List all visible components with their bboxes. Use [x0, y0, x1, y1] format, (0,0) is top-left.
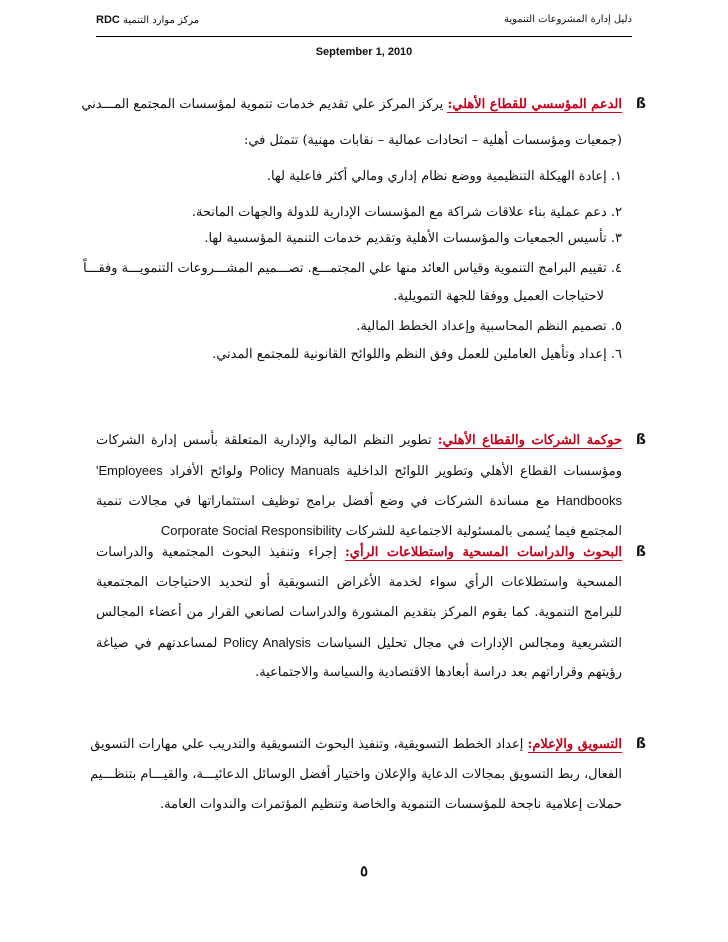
- section-4-first-line: [90, 736, 622, 754]
- section-2-line-1: تطوير النظم المالية والإدارية المتعلقة بأسس إدارة الشركات: [96, 433, 432, 448]
- section-2-policy-manuals: Policy Manuals: [249, 463, 340, 478]
- document-date: September 1, 2010: [315, 46, 413, 58]
- section-3-line-5: رؤيتهم وقراراتهم بعد دراسة أبعادها الاقتصادية والسياسة والاجتماعية.: [255, 665, 622, 680]
- section-2-line-3-text: مع مساندة الشركات في وضع أفضل برامج توظيف استثماراتها في مجالات تنمية: [96, 494, 550, 509]
- section-1-first-line: [81, 96, 622, 114]
- section-4-line-1: إعداد الخطط التسويقية، وتنفيذ البحوث التسويقية والتدريب علي مهارات التسويق: [90, 737, 524, 752]
- section-2-line-2-text: ومؤسسات القطاع الأهلي وتطوير اللوائح الداخلية: [346, 464, 622, 479]
- section-marketing-media: [90, 736, 622, 826]
- header-divider: [96, 36, 632, 37]
- section-3-policy-analysis: Policy Analysis: [223, 635, 312, 650]
- section-1-item-1: ١. إعادة الهيكلة التنظيمية ووضع نظام إداري ومالي أكثر فاعلية لها.: [266, 169, 622, 184]
- page-number: ٥: [359, 862, 369, 880]
- section-2-line-4: [161, 522, 622, 541]
- section-corporate-governance: [96, 432, 622, 539]
- section-3-line-3: للبرامج التنموية. كما يقوم المركز بتقديم المشورة والدراسات لصانعي القرار من أعضاء المجالس: [96, 605, 622, 620]
- section-3-line-4: [96, 634, 622, 653]
- section-1-line-2: (جمعيات ومؤسسات أهلية – اتحادات عمالية – نقابات مهنية) تتمثل في:: [243, 133, 622, 148]
- section-1-item-4-cont: لاحتياجات العميل ووفقا للجهة التمويلية.: [393, 289, 604, 304]
- section-4-line-2: الفعال، ربط التسويق بمجالات الدعاية والإعلان واختيار أفضل الوسائل الدعائيـــة، والقيـــام بتنظـــيم: [90, 767, 622, 782]
- section-2-line-2: [96, 462, 622, 481]
- section-2-csr: Corporate Social Responsibility: [160, 523, 342, 538]
- section-3-line-4-text-b: لمساعدتهم في صياغة: [96, 636, 218, 651]
- header-org-code: RDC: [96, 14, 120, 26]
- section-3-first-line: [96, 544, 622, 562]
- section-2-line-4-text: المجتمع فيما يُسمى بالمسئولية الاجتماعية للشركات: [345, 524, 622, 539]
- section-2-employees: Employees': [96, 463, 163, 478]
- section-institutional-support: [81, 96, 622, 376]
- section-1-item-5: ٥. تصميم النظم المحاسبية وإعداد الخطط المالية.: [356, 319, 622, 334]
- section-1-line-1: يركز المركز علي تقديم خدمات تنموية لمؤسسات المجتمع المـــدني: [81, 97, 444, 112]
- section-4-title: التسويق والإعلام:: [527, 737, 622, 752]
- section-1-bullet: ß: [635, 96, 646, 112]
- section-1-item-4: ٤. تقييم البرامج التنموية وقياس العائد منها علي المجتمـــع. تصـــميم المشـــروعات التنمويـــة وفقـــاً: [83, 261, 622, 276]
- section-3-line-4-text: التشريعية ومجالس الإدارات في مجال تحليل السياسات: [316, 636, 622, 651]
- section-3-title: البحوث والدراسات المسحية واستطلاعات الرأي:: [345, 545, 623, 560]
- section-2-line-2-text-b: ولوائح الأفراد: [169, 464, 243, 479]
- section-1-title: الدعم المؤسسي للقطاع الأهلي:: [447, 97, 622, 112]
- section-3-line-1: إجراء وتنفيذ البحوث المجتمعية والدراسات: [96, 545, 337, 560]
- header-org-name: مركز موارد التنمية: [123, 15, 200, 26]
- page-header: [96, 14, 632, 32]
- section-1-item-6: ٦. إعداد وتأهيل العاملين للعمل وفق النظم واللوائح القانونية للمجتمع المدني.: [212, 347, 622, 362]
- header-organization: [96, 14, 199, 26]
- section-4-line-3: حملات إعلامية ناجحة للمؤسسات التنموية والخاصة وتنظيم المؤتمرات والندوات العامة.: [160, 797, 622, 812]
- section-2-title: حوكمة الشركات والقطاع الأهلي:: [437, 433, 622, 448]
- section-1-item-2: ٢. دعم عملية بناء علاقات شراكة مع المؤسسات الإدارية للدولة والجهات المانحة.: [191, 205, 622, 220]
- header-title: دليل إدارة المشروعات التنموية: [504, 14, 632, 25]
- section-2-first-line: [96, 432, 622, 450]
- section-research-surveys: [96, 544, 622, 694]
- section-3-bullet: ß: [635, 544, 646, 560]
- section-4-bullet: ß: [635, 736, 646, 752]
- section-1-item-3: ٣. تأسيس الجمعيات والمؤسسات الأهلية وتقديم خدمات التنمية المؤسسية لها.: [204, 231, 622, 246]
- section-3-line-2: المسحية واستطلاعات الرأي سواء لخدمة الأغراض التسويقية أو لتحديد الاحتياجات المجتمعية: [96, 575, 622, 590]
- section-2-handbooks: Handbooks: [556, 493, 622, 508]
- section-2-bullet: ß: [635, 432, 646, 448]
- section-2-line-3: [96, 492, 622, 511]
